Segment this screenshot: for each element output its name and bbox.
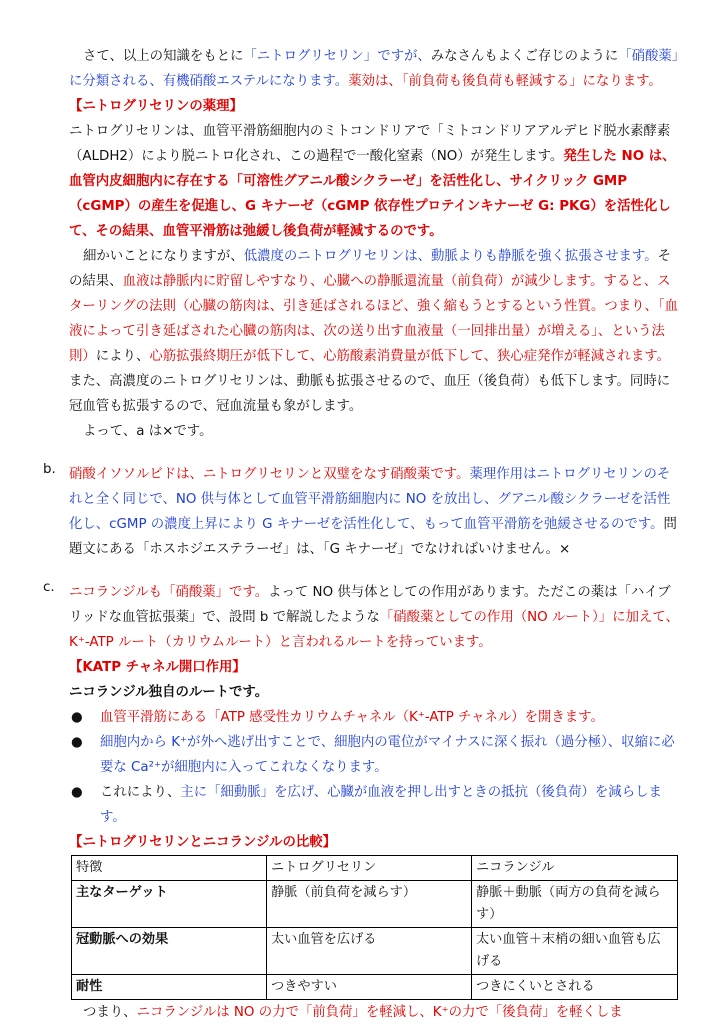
table-row (72, 881, 678, 928)
item-b-text-3: 問題文にある「ホスホジエステラーゼ」は、「G キナーゼ」でなければいけません。× (69, 517, 677, 557)
katp-bullet-item (69, 780, 683, 830)
item-c-label: c. (43, 580, 55, 595)
table-cell: 耐性 (72, 975, 267, 1000)
item-c-text-1: ニコランジルも「硝酸薬」です。 (69, 585, 269, 600)
detail-text-2: 低濃度のニトログリセリンは、動脈よりも静脈を強く拡張させます。 (243, 249, 658, 264)
katp-bullet-item (69, 730, 683, 780)
item-b (43, 462, 683, 562)
detail-text-5: により、 (95, 349, 150, 364)
item-b-text-2: 薬理作用はニトログリセリンのそれと全く同じで、NO 供与体として血管平滑筋細胞内に NO を放出し、グアニル酸シクラーゼを活性化し、cGMP の濃度上昇により G キナーゼを活性化して、もって血管平滑筋を弛緩させるのです。 (69, 467, 671, 532)
table-cell: 冠動脈への効果 (72, 928, 267, 975)
bullet-icon: ● (71, 785, 83, 800)
intro-text-2: みなさんもよくご存じのように (430, 49, 619, 64)
intro-text: さて、以上の知識をもとに (83, 49, 244, 64)
conclusion-a: よって、a は×です。 (83, 424, 213, 439)
bullet-icon: ● (71, 710, 83, 725)
nitro-pharm-heading: 【ニトログリセリンの薬理】 (69, 99, 243, 114)
intro-paragraph (69, 44, 683, 94)
closing-text-2: ニコランジルは NO の力で「前負荷」を軽減し、K⁺の力で「後負荷」を軽くしま (136, 1005, 623, 1020)
table-cell: つきにくいとされる (472, 975, 678, 1000)
nitro-pharm-emphasis: 発生した NO は、血管内皮細胞内に存在する「可溶性グアニル酸シクラーゼ」を活性化し、サイクリック GMP（cGMP）の産生を促進し、G キナーゼ（cGMP 依存性プロテインキナーゼ G: PKG）を活性化して、その結果、血管平滑筋は弛緩し後負荷が軽減するのです。 (69, 149, 676, 239)
table-cell: 太い血管＋末梢の細い血管も広げる (472, 928, 678, 975)
bullet-text: 血管平滑筋にある「ATP 感受性カリウムチャネル（K⁺-ATP チャネル）を開きます。 (100, 710, 604, 725)
table-cell: 主なターゲット (72, 881, 267, 928)
nitro-pharm-paragraph (69, 119, 683, 244)
table-cell: 静脈（前負荷を減らす） (267, 881, 472, 928)
bullet-icon: ● (71, 735, 83, 750)
katp-bullet-list (69, 705, 683, 830)
bullet-text: これにより、 (100, 785, 181, 800)
detail-text-6: 心筋拡張終期圧が低下して、心筋酸素消費量が低下して、狭心症発作が軽減されます。 (149, 349, 670, 364)
intro-effect-text: 薬効は、「前負荷も後負荷も軽減する」になります。 (348, 74, 662, 89)
item-b-text-1: 硝酸イソソルビドは、ニトログリセリンと双璧をなす硝酸薬です。 (69, 467, 470, 482)
bullet-text: 主に「細動脈」を広げ、心臓が血液を押し出すときの抵抗（後負荷）を減らします。 (100, 785, 662, 825)
table-cell: つきやすい (267, 975, 472, 1000)
document-page (43, 44, 683, 1025)
nitro-detail-paragraph (69, 244, 683, 419)
compare-heading: 【ニトログリセリンとニコランジルの比較】 (69, 835, 337, 850)
table-header-cell: ニトログリセリン (267, 856, 472, 881)
item-c-text-2: よって NO 供与体としての作用があります。ただこの薬は「ハイブリッドな血管拡張薬」で、設問 b で解説したような (69, 585, 671, 625)
katp-subheading: ニコランジル独自のルートです。 (69, 685, 269, 700)
detail-text-7: また、高濃度のニトログリセリンは、動脈も拡張させるので、血圧（後負荷）も低下します。同時に冠血管も拡張するので、冠血流量も象がします。 (69, 374, 671, 414)
detail-text-3: その結果、 (69, 249, 671, 289)
table-header-row (72, 856, 678, 881)
nitro-pharm-text: ニトログリセリンは、血管平滑筋細胞内のミトコンドリアで「ミトコンドリアアルデヒド脱水素酵素（ALDH2）により脱ニトロ化され、この過程で一酸化窒素（NO）が発生します。 (69, 124, 671, 164)
item-c-text-3: 「硝酸薬としての作用（NO ルート）」に加えて、K⁺-ATP ルート（カリウムルート）と言われるルートを持っています。 (69, 610, 679, 650)
detail-text-1: 細かいことになりますが、 (83, 249, 244, 264)
detail-text-4: 血液は静脈内に貯留しやすなり、心臓への静脈還流量（前負荷）が減少します。すると、スターリングの法則（心臓の筋肉は、引き延ばされるほど、強く縮もうとするという性質。つまり、「血液によって引き延ばされた心臓の筋肉は、次の送り出す血液量（一回排出量）が増える」、という法則） (69, 274, 678, 364)
intro-nitro-text: 「ニトログリセリン」ですが、 (243, 49, 431, 64)
table-row (72, 928, 678, 975)
closing-text-1: つまり、 (83, 1005, 137, 1020)
intro-class-text: 「硝酸薬」に分類される、有機硝酸エステルになります。 (69, 49, 679, 89)
katp-heading: 【KATP チャネル開口作用】 (69, 660, 246, 675)
bullet-text: 細胞内から K⁺が外へ逃げ出すことで、細胞内の電位がマイナスに深く振れ（過分極）、収縮に必要な Ca²⁺が細胞内に入ってこれなくなります。 (100, 735, 675, 775)
item-c (43, 580, 683, 1025)
closing-paragraph (69, 1000, 683, 1025)
comparison-table (71, 855, 678, 1000)
table-header-cell: ニコランジル (472, 856, 678, 881)
katp-bullet-item (69, 705, 683, 730)
item-b-label: b. (43, 462, 56, 477)
table-cell: 太い血管を広げる (267, 928, 472, 975)
table-cell: 静脈＋動脈（両方の負荷を減らす） (472, 881, 678, 928)
table-row (72, 975, 678, 1000)
table-header-cell: 特徴 (72, 856, 267, 881)
